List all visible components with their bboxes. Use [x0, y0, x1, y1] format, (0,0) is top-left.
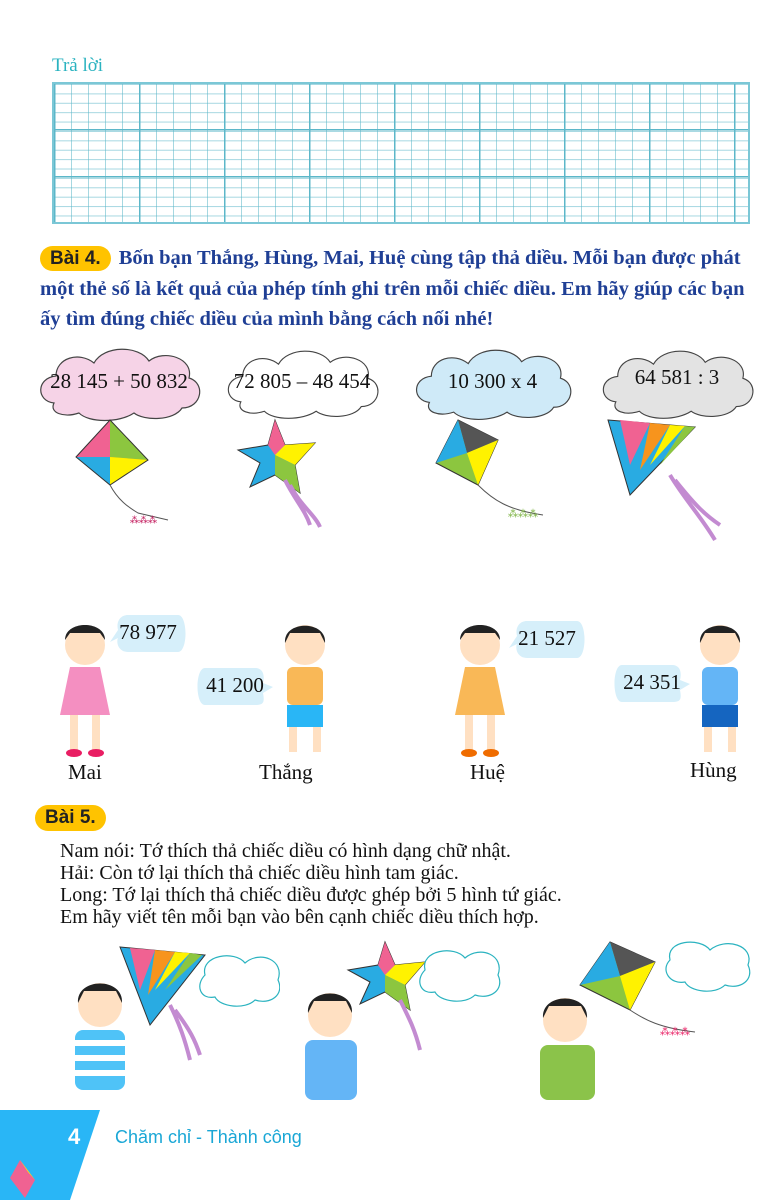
- bai5-line: Hải: Còn tớ lại thích thả chiếc diều hình tam giác.: [60, 862, 459, 884]
- boy-square-kite-illustration: [530, 940, 770, 1105]
- cloud-2: [222, 343, 382, 423]
- bai4-badge: Bài 4.: [40, 246, 111, 271]
- page-number: 4: [68, 1124, 81, 1149]
- bai5-text: [60, 840, 760, 928]
- bubble-hung-number: 24 351: [623, 670, 681, 694]
- bai4-prompt: [40, 243, 760, 334]
- name-hue: Huệ: [470, 760, 505, 784]
- cloud-3: [410, 343, 575, 423]
- cloud-4-expr: 64 581 : 3: [634, 365, 720, 389]
- bubble-hue: [507, 618, 587, 663]
- boy-triangle-kite-illustration: [30, 945, 280, 1105]
- cloud-4: [597, 343, 757, 423]
- bubble-mai: [108, 612, 188, 657]
- boy-star-kite-illustration: [290, 940, 520, 1105]
- bubble-mai-number: 78 977: [119, 620, 177, 644]
- svg-text:⁂⁂⁂: ⁂⁂⁂: [508, 509, 538, 520]
- kite-square-icon: [418, 415, 553, 530]
- bai5-badge: Bài 5.: [35, 805, 106, 831]
- bai5-line: Em hãy viết tên mỗi bạn vào bên cạnh chiếc diều thích hợp.: [60, 906, 539, 928]
- cloud-1: [34, 343, 204, 423]
- answer-grid[interactable]: [52, 82, 750, 224]
- bubble-thang-number: 41 200: [206, 673, 264, 697]
- bubble-hung: [612, 662, 692, 707]
- bai4-text: Bốn bạn Thắng, Hùng, Mai, Huệ cùng tập thả diều. Mỗi bạn được phát một thẻ số là kết quả của phép tính ghi trên mỗi chiếc diều. Em hãy giúp các bạn ấy tìm đúng chiếc diều của mình bằng cách nối nhé!: [40, 247, 745, 330]
- cloud-1-expr: 28 145 + 50 832: [50, 369, 188, 393]
- name-hung: Hùng: [690, 758, 737, 782]
- kite-star-icon: [230, 415, 350, 530]
- svg-text:⁂⁂⁂: ⁂⁂⁂: [660, 1027, 690, 1038]
- bai5-line: Nam nói: Tớ thích thả chiếc diều có hình dạng chữ nhật.: [60, 840, 511, 862]
- kite-triangle-icon: [600, 415, 735, 545]
- footer-band-icon: [0, 1110, 100, 1200]
- name-mai: Mai: [68, 760, 102, 784]
- cloud-3-expr: 10 300 x 4: [447, 369, 538, 393]
- bai5-line: Long: Tớ lại thích thả chiếc diều được ghép bởi 5 hình tứ giác.: [60, 884, 562, 906]
- cloud-2-expr: 72 805 – 48 454: [233, 369, 371, 393]
- answer-label: Trả lời: [52, 55, 104, 76]
- svg-text:⁂⁂⁂: ⁂⁂⁂: [130, 516, 157, 526]
- kite-diamond-icon: [68, 415, 178, 530]
- name-thang: Thắng: [259, 760, 313, 784]
- bubble-hue-number: 21 527: [518, 626, 576, 650]
- bubble-thang: [195, 665, 275, 710]
- footer-slogan: Chăm chỉ - Thành công: [115, 1127, 302, 1147]
